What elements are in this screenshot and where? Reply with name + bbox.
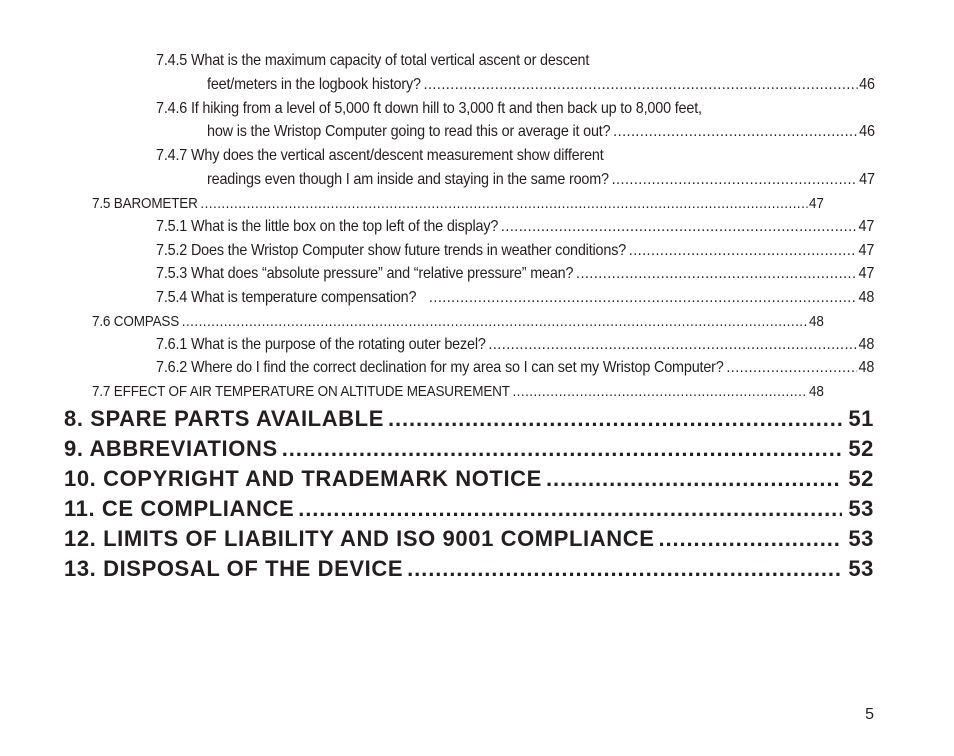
dot-leader bbox=[659, 526, 843, 552]
toc-entry-text: 7.6.2 Where do I find the correct declination for my area so I can set my Wristop Computer? bbox=[156, 359, 724, 376]
toc-page-number: 47 bbox=[858, 265, 875, 282]
dot-leader bbox=[424, 76, 858, 94]
toc-page-number: 48 bbox=[858, 359, 875, 376]
toc-entry-text: 12. LIMITS OF LIABILITY AND ISO 9001 COMPLIANCE bbox=[64, 526, 655, 551]
toc-chapter-9[interactable] bbox=[64, 436, 874, 462]
dot-leader bbox=[429, 289, 857, 307]
toc-page-number: 47 bbox=[859, 171, 875, 188]
toc-page-number: 51 bbox=[848, 406, 874, 431]
toc-entry-7-6-1[interactable] bbox=[156, 336, 874, 354]
dot-leader bbox=[282, 436, 843, 462]
toc-entry-text: how is the Wristop Computer going to read this or average it out? bbox=[207, 123, 611, 140]
toc-entry-7-4-7-line1: 7.4.7 Why does the vertical ascent/descent measurement show different bbox=[156, 147, 604, 164]
dot-leader bbox=[388, 406, 842, 432]
toc-page-number: 47 bbox=[858, 242, 875, 259]
toc-entry-text: 7.7 EFFECT OF AIR TEMPERATURE ON ALTITUDE MEASUREMENT bbox=[92, 383, 510, 400]
dot-leader bbox=[576, 265, 857, 283]
toc-entry-text: feet/meters in the logbook history? bbox=[207, 76, 421, 93]
dot-leader bbox=[546, 466, 842, 492]
dot-leader bbox=[182, 313, 807, 330]
toc-entry-7-5-1[interactable] bbox=[156, 218, 874, 236]
toc-entry-7-4-7[interactable] bbox=[207, 171, 875, 189]
dot-leader bbox=[629, 242, 857, 260]
dot-leader bbox=[612, 171, 858, 189]
toc-section-7-5[interactable] bbox=[92, 195, 824, 212]
toc-entry-text: 7.5.3 What does “absolute pressure” and “relative pressure” mean? bbox=[156, 265, 574, 282]
dot-leader bbox=[407, 556, 842, 582]
toc-section-7-6[interactable] bbox=[92, 313, 824, 330]
toc-entry-7-4-5[interactable] bbox=[207, 76, 875, 94]
toc-page-number: 52 bbox=[848, 436, 874, 461]
toc-page-number: 53 bbox=[848, 496, 874, 521]
toc-chapter-8[interactable] bbox=[64, 406, 874, 432]
toc-entry-text: 7.5 BAROMETER bbox=[92, 195, 198, 212]
toc-entry-7-4-6-line1: 7.4.6 If hiking from a level of 5,000 ft down hill to 3,000 ft and then back up to 8,000 feet, bbox=[156, 100, 702, 117]
toc-entry-7-4-6[interactable] bbox=[207, 123, 875, 141]
toc-section-7-7[interactable] bbox=[92, 383, 824, 400]
toc-chapter-10[interactable] bbox=[64, 466, 874, 492]
toc-chapter-13[interactable] bbox=[64, 556, 874, 582]
toc-entry-text: 10. COPYRIGHT AND TRADEMARK NOTICE bbox=[64, 466, 542, 491]
toc-entry-text: 9. ABBREVIATIONS bbox=[64, 436, 278, 461]
toc-page-number: 47 bbox=[858, 218, 875, 235]
toc-entry-text: 7.5.2 Does the Wristop Computer show future trends in weather conditions? bbox=[156, 242, 627, 259]
toc-page-number: 48 bbox=[809, 313, 824, 330]
toc-entry-text: 7.5.1 What is the little box on the top left of the display? bbox=[156, 218, 499, 235]
toc-entry-text: 7.6.1 What is the purpose of the rotating outer bezel? bbox=[156, 336, 486, 353]
dot-leader bbox=[488, 336, 856, 354]
toc-entry-7-4-5-line1: 7.4.5 What is the maximum capacity of total vertical ascent or descent bbox=[156, 52, 590, 69]
dot-leader bbox=[501, 218, 857, 236]
dot-leader bbox=[613, 123, 857, 141]
toc-page-number: 47 bbox=[809, 195, 824, 212]
toc-entry-text: readings even though I am inside and staying in the same room? bbox=[207, 171, 609, 188]
toc-entry-text: 11. CE COMPLIANCE bbox=[64, 496, 295, 521]
toc-page-number: 46 bbox=[859, 76, 875, 93]
page-number: 5 bbox=[865, 706, 874, 723]
toc-page-number: 48 bbox=[858, 289, 875, 306]
toc-page-number: 48 bbox=[858, 336, 875, 353]
toc-page-number: 53 bbox=[848, 526, 874, 551]
toc-chapter-12[interactable] bbox=[64, 526, 874, 552]
toc-entry-text: 13. DISPOSAL OF THE DEVICE bbox=[64, 556, 404, 581]
toc-page-number: 46 bbox=[859, 123, 875, 140]
toc-page-number: 48 bbox=[809, 383, 824, 400]
toc-entry-7-6-2[interactable] bbox=[156, 359, 874, 377]
toc-entry-7-5-4[interactable] bbox=[156, 289, 874, 307]
dot-leader bbox=[512, 383, 807, 400]
dot-leader bbox=[200, 195, 807, 212]
toc-chapter-11[interactable] bbox=[64, 496, 874, 522]
dot-leader bbox=[726, 359, 856, 377]
toc-entry-text: 7.6 COMPASS bbox=[92, 313, 180, 330]
toc-entry-text: 7.5.4 What is temperature compensation? bbox=[156, 289, 417, 306]
toc-entry-text: 8. SPARE PARTS AVAILABLE bbox=[64, 406, 384, 431]
toc-page-number: 52 bbox=[848, 466, 874, 491]
toc-page-number: 53 bbox=[848, 556, 874, 581]
dot-leader bbox=[298, 496, 842, 522]
toc-entry-7-5-3[interactable] bbox=[156, 265, 874, 283]
toc-entry-7-5-2[interactable] bbox=[156, 242, 874, 260]
